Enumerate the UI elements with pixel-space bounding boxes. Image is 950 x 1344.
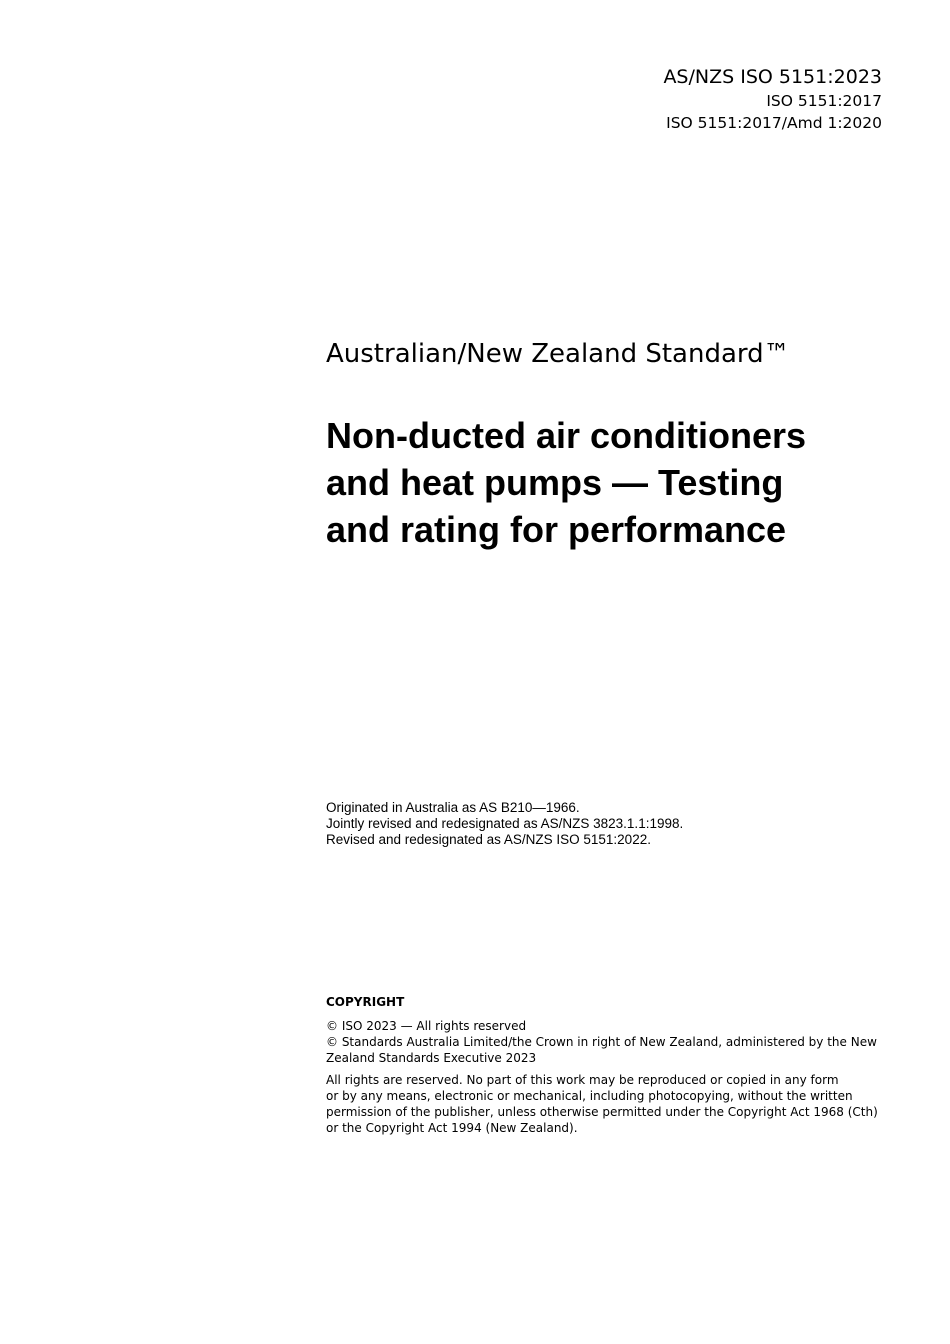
publication-history xyxy=(326,800,683,848)
copyright-holder-line: Zealand Standards Executive 2023 xyxy=(326,1051,537,1065)
history-line: Originated in Australia as AS B210—1966. xyxy=(326,800,580,815)
primary-designation: AS/NZS ISO 5151:2023 xyxy=(663,66,882,88)
copyright-heading: COPYRIGHT xyxy=(326,995,405,1009)
standard-series-label: Australian/New Zealand Standard™ xyxy=(326,339,790,369)
title-line: and heat pumps — Testing xyxy=(326,462,784,503)
copyright-holders xyxy=(326,1018,886,1066)
copyright-holder-line: © ISO 2023 — All rights reserved xyxy=(326,1019,527,1033)
copyright-notice-line: All rights are reserved. No part of this work may be reproduced or copied in any form xyxy=(326,1073,839,1087)
amendment-designation: ISO 5151:2017/Amd 1:2020 xyxy=(666,114,882,132)
title-line: and rating for performance xyxy=(326,509,787,550)
iso-designation: ISO 5151:2017 xyxy=(766,92,882,110)
copyright-holder-line: © Standards Australia Limited/the Crown in right of New Zealand, administered by the New xyxy=(326,1035,877,1049)
title-line: Non-ducted air conditioners xyxy=(326,415,807,456)
history-line: Revised and redesignated as AS/NZS ISO 5151:2022. xyxy=(326,832,651,847)
copyright-notice-line: permission of the publisher, unless otherwise permitted under the Copyright Act 1968 (Cth) xyxy=(326,1105,878,1119)
document-title xyxy=(326,412,886,553)
history-line: Jointly revised and redesignated as AS/NZS 3823.1.1:1998. xyxy=(326,816,684,831)
copyright-notice-line: or the Copyright Act 1994 (New Zealand). xyxy=(326,1121,578,1135)
copyright-notice xyxy=(326,1072,886,1136)
copyright-section xyxy=(326,994,886,1142)
copyright-notice-line: or by any means, electronic or mechanical, including photocopying, without the written xyxy=(326,1089,853,1103)
standard-designations xyxy=(663,64,882,134)
